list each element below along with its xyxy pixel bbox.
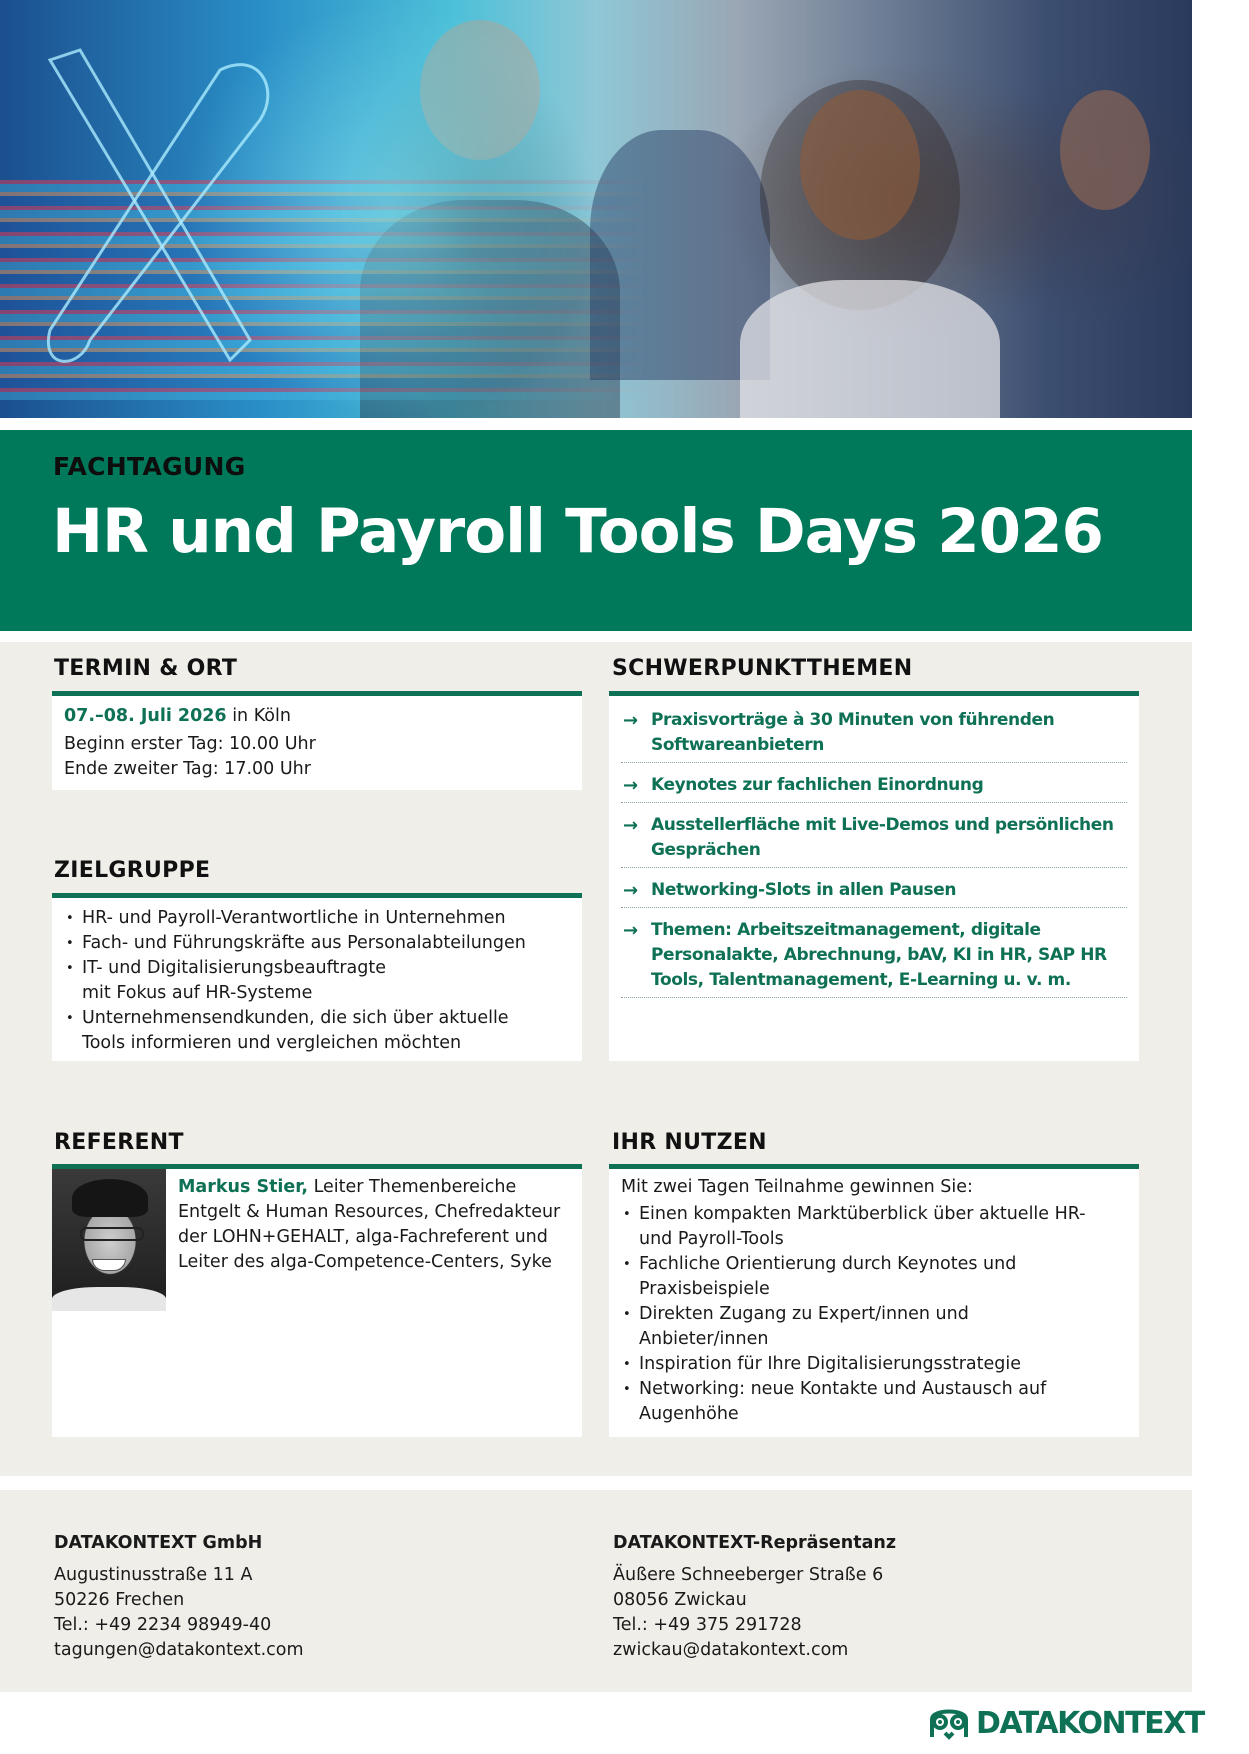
schwerpunkt-heading: SCHWERPUNKTTHEMEN — [612, 656, 913, 681]
nutzen-panel — [609, 1164, 1139, 1437]
logo-wordmark: DATAKONTEXT — [976, 1705, 1204, 1741]
list-item: • Einen kompakten Marktüberblick über aktuelle HR- und Payroll-Tools — [621, 1202, 1091, 1252]
speaker-name: Markus Stier, — [178, 1177, 309, 1197]
contact-email[interactable]: tagungen@datakontext.com — [54, 1640, 304, 1660]
topic-item: → Ausstellerfläche mit Live-Demos und persönlichen Gesprächen — [621, 809, 1127, 868]
date-line — [64, 704, 582, 729]
contact-zwickau — [613, 1531, 896, 1663]
arrow-right-icon: → — [623, 880, 638, 901]
schwerpunkt-panel — [609, 691, 1139, 1061]
start-time: Beginn erster Tag: 10.00 Uhr — [64, 734, 316, 754]
hero-image — [0, 0, 1192, 418]
contact-street: Äußere Schneeberger Straße 6 — [613, 1565, 884, 1585]
arrow-right-icon: → — [623, 815, 638, 836]
topic-item: → Keynotes zur fachlichen Einordnung — [621, 769, 1127, 803]
contact-phone: Tel.: +49 2234 98949-40 — [54, 1615, 272, 1635]
list-item: • Inspiration für Ihre Digitalisierungsstrategie — [621, 1352, 1139, 1377]
contact-frechen — [54, 1531, 304, 1663]
arrow-right-icon: → — [623, 920, 638, 941]
owl-icon — [928, 1705, 970, 1741]
list-item: • Networking: neue Kontakte und Austausch auf Augenhöhe — [621, 1377, 1051, 1427]
event-date: 07.–08. Juli 2026 — [64, 706, 227, 726]
topic-item: → Praxisvorträge à 30 Minuten von führenden Softwareanbietern — [621, 704, 1127, 763]
termin-panel — [52, 691, 582, 790]
speaker-bio: Markus Stier, Leiter Themenbereiche Entgelt & Human Resources, Chefredakteur der LOHN+GEHALT, alga-Fachreferent und Leiter des alga-Competence-Centers, Syke — [178, 1177, 561, 1272]
speaker-photo — [52, 1169, 166, 1311]
arrow-right-icon: → — [623, 710, 638, 731]
contact-org: DATAKONTEXT-Repräsentanz — [613, 1533, 897, 1553]
nutzen-list — [621, 1202, 1139, 1427]
list-item: • Unternehmensendkunden, die sich über aktuelle Tools informieren und vergleichen möchten — [64, 1006, 534, 1056]
wrench-screwdriver-icon — [20, 40, 280, 380]
contact-org: DATAKONTEXT GmbH — [54, 1533, 263, 1553]
contact-city: 50226 Frechen — [54, 1590, 185, 1610]
nutzen-intro: Mit zwei Tagen Teilnahme gewinnen Sie: — [621, 1177, 973, 1197]
list-item: • Fach- und Führungskräfte aus Personalabteilungen — [64, 931, 582, 956]
nutzen-heading: IHR NUTZEN — [612, 1130, 767, 1155]
arrow-right-icon: → — [623, 775, 638, 796]
referent-heading: REFERENT — [54, 1130, 184, 1155]
end-time: Ende zweiter Tag: 17.00 Uhr — [64, 759, 311, 779]
list-item: • Direkten Zugang zu Expert/innen und Anbieter/innen — [621, 1302, 1091, 1352]
event-title: HR und Payroll Tools Days 2026 — [52, 496, 1103, 567]
referent-panel — [52, 1164, 582, 1437]
zielgruppe-heading: ZIELGRUPPE — [54, 858, 211, 883]
list-item: • IT- und Digitalisierungsbeauftragte mit Fokus auf HR-Systeme — [64, 956, 394, 1006]
zielgruppe-list — [64, 906, 582, 1056]
contact-email[interactable]: zwickau@datakontext.com — [613, 1640, 849, 1660]
title-banner — [0, 430, 1192, 631]
contact-phone: Tel.: +49 375 291728 — [613, 1615, 802, 1635]
contact-street: Augustinusstraße 11 A — [54, 1565, 253, 1585]
topic-item: → Networking-Slots in allen Pausen — [621, 874, 1127, 908]
termin-heading: TERMIN & ORT — [54, 656, 238, 681]
datakontext-logo — [928, 1703, 1204, 1743]
event-type: FACHTAGUNG — [53, 452, 246, 481]
list-item: • Fachliche Orientierung durch Keynotes und Praxisbeispiele — [621, 1252, 1051, 1302]
event-location: in Köln — [226, 706, 291, 726]
contact-city: 08056 Zwickau — [613, 1590, 747, 1610]
zielgruppe-panel — [52, 893, 582, 1061]
list-item: • HR- und Payroll-Verantwortliche in Unternehmen — [64, 906, 582, 931]
topic-item: → Themen: Arbeitszeitmanagement, digitale Personalakte, Abrechnung, bAV, KI in HR, SAP HR Tools, Talentmanagement, E-Learning u. v. m. — [621, 914, 1127, 998]
